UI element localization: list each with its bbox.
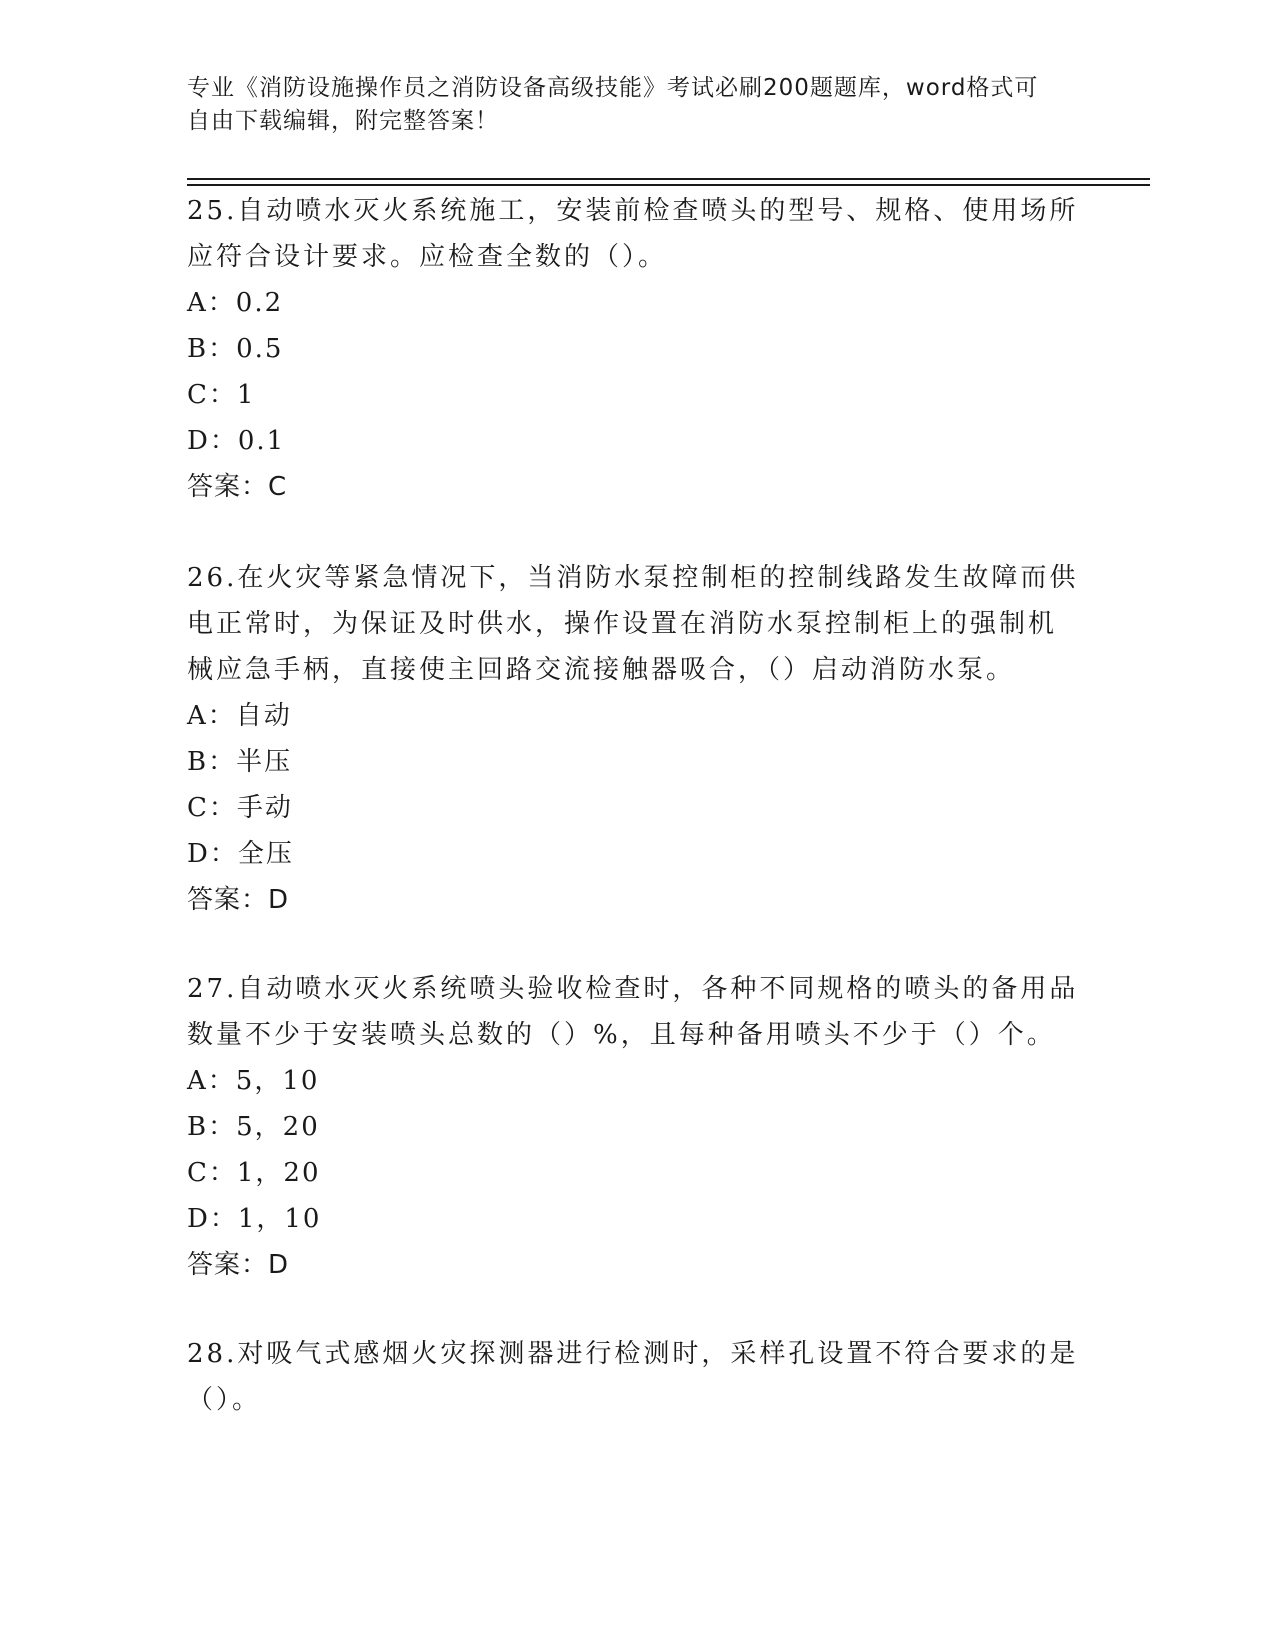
question-25	[187, 188, 1087, 510]
option-d: D：1，10	[187, 1204, 322, 1234]
question-text-line: 械应急手柄，直接使主回路交流接触器吸合，（）启动消防水泵。	[187, 655, 1016, 685]
answer-line: 答案：D	[187, 885, 290, 915]
question-text-line: 电正常时，为保证及时供水，操作设置在消防水泵控制柜上的强制机	[187, 609, 1058, 639]
document-header	[187, 72, 1087, 138]
answer-line: 答案：C	[187, 472, 288, 502]
question-28	[187, 1331, 1087, 1423]
question-text-line: （）。	[187, 1385, 262, 1415]
option-a: A：0.2	[187, 288, 284, 318]
option-b: B：0.5	[187, 334, 284, 364]
option-c: C：1	[187, 380, 256, 410]
header-divider-bottom	[187, 184, 1150, 186]
header-line-1: 专业《消防设施操作员之消防设备高级技能》考试必刷200题题库，word格式可	[187, 75, 1039, 101]
question-text-line: 25.自动喷水灭火系统施工，安装前检查喷头的型号、规格、使用场所	[187, 196, 1079, 226]
question-26	[187, 555, 1087, 923]
option-c: C：1，20	[187, 1158, 321, 1188]
option-d: D：全压	[187, 839, 294, 869]
question-text-line: 27.自动喷水灭火系统喷头验收检查时，各种不同规格的喷头的备用品	[187, 974, 1079, 1004]
answer-line: 答案：D	[187, 1250, 290, 1280]
question-27	[187, 966, 1087, 1288]
header-divider-top	[187, 178, 1150, 180]
question-text-line: 数量不少于安装喷头总数的（）%，且每种备用喷头不少于（）个。	[187, 1020, 1056, 1050]
option-b: B：半压	[187, 747, 293, 777]
question-text-line: 应符合设计要求。应检查全数的（）。	[187, 242, 668, 272]
header-line-2: 自由下载编辑，附完整答案！	[187, 108, 499, 134]
question-text-line: 28.对吸气式感烟火灾探测器进行检测时，采样孔设置不符合要求的是	[187, 1339, 1079, 1369]
option-c: C：手动	[187, 793, 293, 823]
question-text-line: 26.在火灾等紧急情况下，当消防水泵控制柜的控制线路发生故障而供	[187, 563, 1079, 593]
option-a: A：自动	[187, 701, 292, 731]
option-b: B：5，20	[187, 1112, 320, 1142]
option-a: A：5，10	[187, 1066, 320, 1096]
option-d: D：0.1	[187, 426, 286, 456]
